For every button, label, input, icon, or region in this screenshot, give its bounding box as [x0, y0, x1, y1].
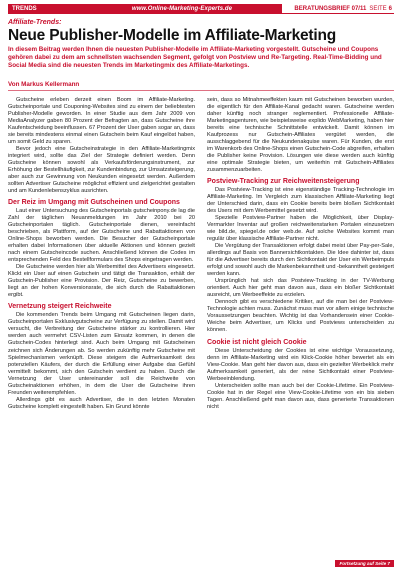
- body-paragraph: Spezielle Postview-Partner haben die Möglichkeit, über Display-Vermarkter Inventar auf großen reichweitenstarken Portalen einzusetzen wie bild.de, spiegel.de oder web.de. Auf solche Websites kommt man regulär über klassische Affiliate-Partner nicht.: [207, 215, 394, 243]
- body-paragraph: Allerdings gibt es auch Advertiser, die in den letzten Monaten Gutscheine komplett eingestellt haben. Ein Grund könnte: [8, 396, 195, 410]
- body-paragraph: Bevor jedoch eine Gutscheinstrategie in den Affiliate-Marketingmix integriert wird, sollte das Ziel der Strategie definiert werden. Denn Gutscheine können sowohl als Verkaufsförderungsinstrument, zur Erhöhung der Bestellhäufigkeit, zur Kundenbindung, zur Umsatzsteigerung, aber auch zur Gewinnung von Neukunden eingesetzt werden. Außerdem sollten Advertiser Gutscheine möglichst effizient und zielgerichtet gestalten und am Kundenlebenszyklus ausrichten.: [8, 146, 195, 195]
- article-kicker: Affiliate-Trends:: [8, 19, 62, 26]
- left-column: [8, 97, 195, 411]
- body-paragraph: Laut einer Untersuchung des Gutscheinportals gutscheinpony.de lag die Zahl der täglichen Neuanmeldungen im Jahr 2010 bei 20 Gutscheinportalen täglich. Gutscheinportale dienen, vereinfacht beschrieben, als Plattform, auf der Gutscheine und Rabattaktionen von Online-Shops beworben werden. Die Besucher der Gutscheinportale erhalten dabei Informationen über aktuelle Aktionen und können gezielt nach einem Gutscheincode suchen. Anschließend können die Codes im entsprechenden Feld des Bestellformulars des Shops eingetragen werden.: [8, 208, 195, 264]
- page-header: [8, 4, 394, 14]
- body-paragraph: Diese Unterscheidung der Cookies ist eine wichtige Voraussetzung, denn im Affiliate-Marketing wird ein Klick-Cookie höher bewertet als ein View-Cookie. Man geht hier davon aus, dass ein gezielter Werbeklick mehr Aufmerksamkeit generiert, als der reine Sichtkontakt einer Postview-Werbeeinblendung.: [207, 347, 394, 382]
- body-paragraph: Dennoch gibt es verschiedene Kritiker, auf die man bei der Postview-Technologie achten muss. Zunächst muss man vor allem einige technische Voraussetzungen beachten. Wichtig ist das Vorhandensein einer Cookie-Weiche beim Advertiser, um Klicks und Postviews unterscheiden zu können.: [207, 299, 394, 334]
- body-paragraph: sein, dass so Mitnahmeeffekten kaum mit Gutscheinen beworben wurden, die eigentlich für den Affiliate-Kanal gedacht waren. Gutscheine werden daher künftig noch stranger reglementiert. Professionelle Affiliate-Marketingagenturen, wie beispielsweise explido WebMarketing, haben hier bereits eine technische Schnittstelle entwickelt. Damit können im Kaufprozess nur Gutschein-Affiliates vergütet werden, die ausschlaggebend für die Neukundenakquise waren. Für Kunden, die erst im Warenkorb des Online-Shops einen Gutschein-Code abgreifen, erhalten die Publisher keine Provision. Lösungen wie diese werden auch künftig eine optimale Strategie bieten, um weiterhin mit Gutschein-Affiliates zusammenzuarbeiten.: [207, 97, 394, 174]
- right-column: [207, 97, 394, 411]
- body-paragraph: Die Vergütung der Transaktionen erfolgt dabei meist über Pay-per-Sale, allerdings auf Basis von Bannersichtkontakten. Die Idee dahinter ist, dass für die Advertiser bereits durch den Sichtkontakt der User ein Werbeimpuls erfolgt und sowohl auch die Markenbekanntheit und -bekanntheit gesteigert werden kann.: [207, 243, 394, 278]
- article-author: Von Markus Kellermann: [8, 81, 80, 88]
- body-paragraph: Das Postview-Tracking ist eine eigenständige Tracking-Technologie im Affiliate-Marketing. Im Vergleich zum klassischen Affiliate-Marketing liegt der Unterschied darin, dass ein Cookie bereits beim bloßen Sichtkontakt des Users mit dem Werbemittel gesetzt wird.: [207, 187, 394, 215]
- website-link[interactable]: www.Online-Marketing-Experts.de: [131, 6, 233, 12]
- section-heading: Postview-Tracking zur Reichweitensteigerung: [207, 178, 360, 186]
- body-paragraph: Unterscheiden sollte man auch bei der Cookie-Lifetime. Ein Postview-Cookie hat in der Regel eine View-Cookie-Lifetime von ein bis sieben Tagen. Anschließend geht man davon aus, dass generierte Transaktionen nicht: [207, 382, 394, 410]
- section-heading: Vernetzung steigert Reichweite: [8, 303, 112, 311]
- article-lead: In diesem Beitrag werden Ihnen die neuesten Publisher-Modelle im Affiliate-Marketing vorgestellt. Gutscheine und Coupons gehören dabei zu dem am schnellsten wachsenden Segment, gefolgt von Postview und Re-Targeting. Real-Time-Bidding und Social Media sind die neuesten Trends im Marketingmix des Affiliate-Marketings.: [8, 46, 382, 70]
- body-paragraph: Ursprünglich hat sich das Postview-Tracking in der TV-Werbung orientiert. Auch hier geht man davon aus, dass ein bloßer Sichtkontakt ausreicht, um Werbeeffekte zu erzielen.: [207, 278, 394, 299]
- body-paragraph: Die Gutscheine werden hier als Werbemittel des Advertisers eingesetzt. Klickt ein User auf einen Gutschein und tätigt die Transaktion, erhält der Gutschein-Publisher eine Provision. Der Reiz, Gutscheine zu bewerben, liegt an der hohen Konversionsrate, die sich durch die Rabattaktionen ergibt.: [8, 264, 195, 299]
- section-label: TRENDS: [12, 6, 37, 12]
- continuation-note[interactable]: Fortsetzung auf Seite 7: [335, 560, 394, 567]
- page-number: 6: [388, 5, 392, 12]
- body-paragraph: Die kommenden Trends beim Umgang mit Gutscheinen liegen darin, Gutscheinportalen Exklusivgutscheine zur Verfügung zu stellen. Damit wird versucht, die Verbreitung der Gutscheine stärker zu kontrollieren. Hier werden auch vermehrt CSV-Listen zum Einsatz kommen, in denen die Gutschein-Codes hinterlegt sind. Auch beim Umgang mit Gutscheinen zeichnen sich Änderungen ab. So werden zukünftig mehr Gutscheine mit Spielmechanismen verknüpft. Diese steigern die Aufmerksamkeit des potenziellen Käufers, der durch die Erfüllung einer Aufgabe das Gefühl vermittelt bekommt, sich den Gutschein verdient zu haben. Durch die Vernetzung der User untereinander soll die Reichweite von Gutscheinaktionen erhöhen, in dem die User die Gutscheine ihren Freunden weiterempfehlen.: [8, 312, 195, 396]
- header-bar: [8, 4, 282, 14]
- header-issue: [282, 4, 394, 14]
- section-heading: Der Reiz im Umgang mit Gutscheinen und Coupons: [8, 199, 180, 207]
- page-label: SEITE: [369, 5, 387, 12]
- divider: [8, 90, 394, 91]
- newsletter-issue: BERATUNGSBRIEF 07/11: [294, 5, 367, 12]
- article-title: Neue Publisher-Modelle im Affiliate-Marketing: [8, 27, 337, 44]
- section-heading: Cookie ist nicht gleich Cookie: [207, 338, 307, 346]
- body-paragraph: Gutscheine erleben derzeit einen Boom im Affiliate-Marketing. Gutscheinportale und Couponing-Websites sind zu einem der beliebtesten Publisher-Modelle geworden. In einer Studie aus dem Jahr 2009 von MediaAnalyzer gaben 80 Prozent der Befragten an, dass Gutscheine ihre Kaufentscheidung beeinflussen. 67 Prozent der User gaben sogar an, dass sie bereits mindestens einmal einen Gutschein beim Kauf eingelöst haben, um somit Geld zu sparen.: [8, 97, 195, 146]
